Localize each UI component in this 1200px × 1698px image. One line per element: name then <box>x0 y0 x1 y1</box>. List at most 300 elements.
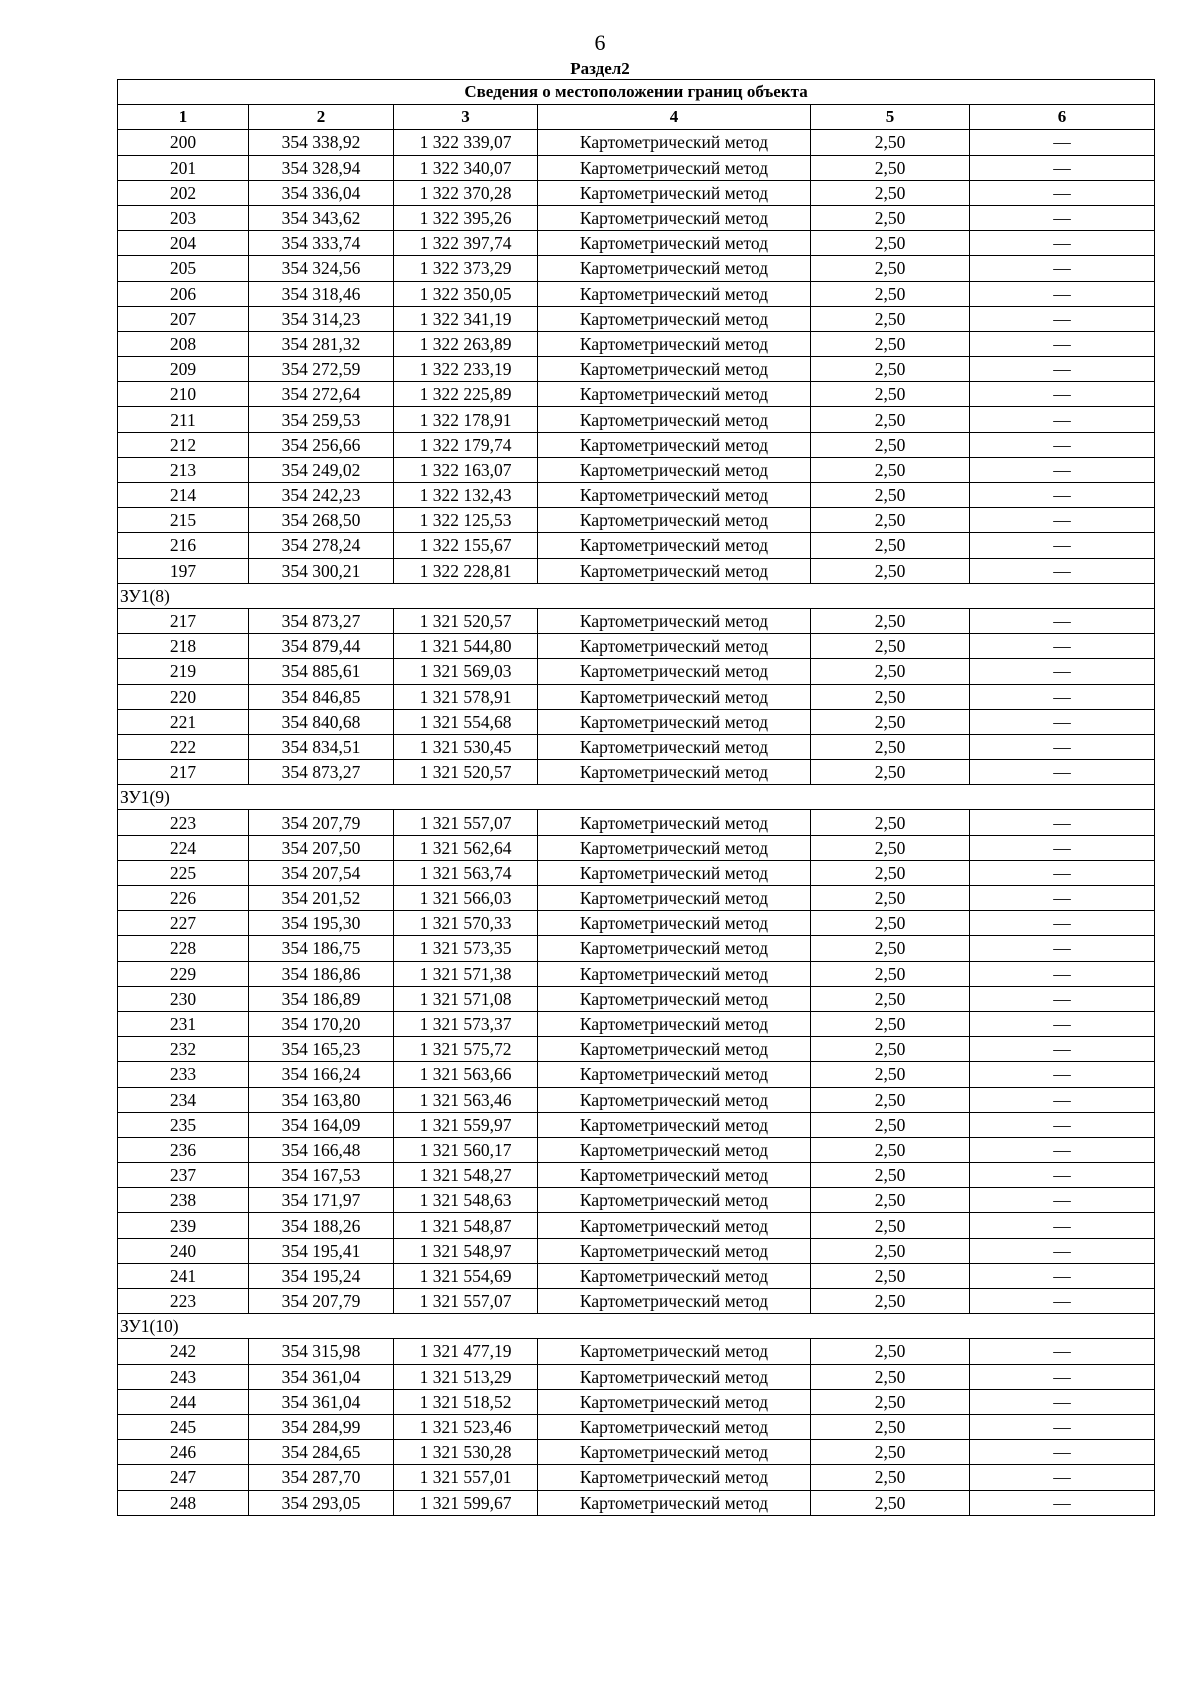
x-coordinate-cell: 354 272,64 <box>249 382 394 407</box>
x-coordinate-cell: 354 873,27 <box>249 608 394 633</box>
description-cell: — <box>970 1062 1155 1087</box>
y-coordinate-cell: 1 321 557,01 <box>394 1465 538 1490</box>
accuracy-cell: 2,50 <box>811 407 970 432</box>
table-row <box>118 1440 1155 1465</box>
point-number-cell: 225 <box>118 860 249 885</box>
accuracy-cell: 2,50 <box>811 533 970 558</box>
method-cell: Картометрический метод <box>538 986 811 1011</box>
x-coordinate-cell: 354 873,27 <box>249 760 394 785</box>
x-coordinate-cell: 354 259,53 <box>249 407 394 432</box>
x-coordinate-cell: 354 165,23 <box>249 1037 394 1062</box>
accuracy-cell: 2,50 <box>811 936 970 961</box>
accuracy-cell: 2,50 <box>811 558 970 583</box>
table-row <box>118 1364 1155 1389</box>
point-number-cell: 233 <box>118 1062 249 1087</box>
x-coordinate-cell: 354 195,30 <box>249 911 394 936</box>
coordinates-table <box>117 79 1155 1516</box>
column-numbers-row <box>118 105 1155 130</box>
y-coordinate-cell: 1 322 155,67 <box>394 533 538 558</box>
accuracy-cell: 2,50 <box>811 1062 970 1087</box>
point-number-cell: 238 <box>118 1188 249 1213</box>
method-cell: Картометрический метод <box>538 281 811 306</box>
x-coordinate-cell: 354 164,09 <box>249 1112 394 1137</box>
section-title: Раздел2 <box>570 59 630 78</box>
method-cell: Картометрический метод <box>538 961 811 986</box>
accuracy-cell: 2,50 <box>811 130 970 155</box>
accuracy-cell: 2,50 <box>811 835 970 860</box>
method-cell: Картометрический метод <box>538 734 811 759</box>
accuracy-cell: 2,50 <box>811 256 970 281</box>
accuracy-cell: 2,50 <box>811 986 970 1011</box>
method-cell: Картометрический метод <box>538 911 811 936</box>
method-cell: Картометрический метод <box>538 634 811 659</box>
y-coordinate-cell: 1 321 559,97 <box>394 1112 538 1137</box>
x-coordinate-cell: 354 207,79 <box>249 810 394 835</box>
method-cell: Картометрический метод <box>538 886 811 911</box>
table-row <box>118 1213 1155 1238</box>
y-coordinate-cell: 1 321 573,35 <box>394 936 538 961</box>
accuracy-cell: 2,50 <box>811 205 970 230</box>
method-cell: Картометрический метод <box>538 1112 811 1137</box>
x-coordinate-cell: 354 287,70 <box>249 1465 394 1490</box>
point-number-cell: 207 <box>118 306 249 331</box>
accuracy-cell: 2,50 <box>811 1011 970 1036</box>
description-cell: — <box>970 281 1155 306</box>
table-row <box>118 1163 1155 1188</box>
x-coordinate-cell: 354 188,26 <box>249 1213 394 1238</box>
x-coordinate-cell: 354 315,98 <box>249 1339 394 1364</box>
point-number-cell: 216 <box>118 533 249 558</box>
table-row <box>118 231 1155 256</box>
accuracy-cell: 2,50 <box>811 659 970 684</box>
x-coordinate-cell: 354 272,59 <box>249 357 394 382</box>
table-row <box>118 810 1155 835</box>
description-cell: — <box>970 608 1155 633</box>
table-row <box>118 357 1155 382</box>
x-coordinate-cell: 354 324,56 <box>249 256 394 281</box>
method-cell: Картометрический метод <box>538 1414 811 1439</box>
point-number-cell: 248 <box>118 1490 249 1515</box>
method-cell: Картометрический метод <box>538 1087 811 1112</box>
table-row <box>118 180 1155 205</box>
point-number-cell: 246 <box>118 1440 249 1465</box>
description-cell: — <box>970 835 1155 860</box>
table-row <box>118 130 1155 155</box>
group-label: ЗУ1(10) <box>118 1314 1155 1339</box>
description-cell: — <box>970 1339 1155 1364</box>
description-cell: — <box>970 558 1155 583</box>
accuracy-cell: 2,50 <box>811 1414 970 1439</box>
method-cell: Картометрический метод <box>538 231 811 256</box>
y-coordinate-cell: 1 322 178,91 <box>394 407 538 432</box>
y-coordinate-cell: 1 321 557,07 <box>394 1289 538 1314</box>
y-coordinate-cell: 1 321 571,38 <box>394 961 538 986</box>
table-row <box>118 1465 1155 1490</box>
column-number: 6 <box>970 105 1155 130</box>
y-coordinate-cell: 1 322 373,29 <box>394 256 538 281</box>
method-cell: Картометрический метод <box>538 659 811 684</box>
y-coordinate-cell: 1 321 562,64 <box>394 835 538 860</box>
table-row <box>118 558 1155 583</box>
point-number-cell: 209 <box>118 357 249 382</box>
method-cell: Картометрический метод <box>538 835 811 860</box>
table-row <box>118 256 1155 281</box>
y-coordinate-cell: 1 322 341,19 <box>394 306 538 331</box>
table-row <box>118 407 1155 432</box>
point-number-cell: 203 <box>118 205 249 230</box>
table-row <box>118 860 1155 885</box>
point-number-cell: 231 <box>118 1011 249 1036</box>
method-cell: Картометрический метод <box>538 1188 811 1213</box>
method-cell: Картометрический метод <box>538 760 811 785</box>
x-coordinate-cell: 354 186,86 <box>249 961 394 986</box>
point-number-cell: 235 <box>118 1112 249 1137</box>
y-coordinate-cell: 1 322 395,26 <box>394 205 538 230</box>
y-coordinate-cell: 1 321 523,46 <box>394 1414 538 1439</box>
table-row <box>118 1062 1155 1087</box>
point-number-cell: 243 <box>118 1364 249 1389</box>
table-row <box>118 1289 1155 1314</box>
point-number-cell: 224 <box>118 835 249 860</box>
table-row <box>118 760 1155 785</box>
x-coordinate-cell: 354 256,66 <box>249 432 394 457</box>
method-cell: Картометрический метод <box>538 432 811 457</box>
x-coordinate-cell: 354 343,62 <box>249 205 394 230</box>
x-coordinate-cell: 354 281,32 <box>249 331 394 356</box>
y-coordinate-cell: 1 321 571,08 <box>394 986 538 1011</box>
x-coordinate-cell: 354 167,53 <box>249 1163 394 1188</box>
description-cell: — <box>970 457 1155 482</box>
method-cell: Картометрический метод <box>538 1213 811 1238</box>
y-coordinate-cell: 1 321 554,68 <box>394 709 538 734</box>
x-coordinate-cell: 354 300,21 <box>249 558 394 583</box>
description-cell: — <box>970 760 1155 785</box>
y-coordinate-cell: 1 322 350,05 <box>394 281 538 306</box>
y-coordinate-cell: 1 321 513,29 <box>394 1364 538 1389</box>
table-row <box>118 533 1155 558</box>
point-number-cell: 201 <box>118 155 249 180</box>
description-cell: — <box>970 810 1155 835</box>
point-number-cell: 200 <box>118 130 249 155</box>
y-coordinate-cell: 1 321 566,03 <box>394 886 538 911</box>
table-row <box>118 1037 1155 1062</box>
accuracy-cell: 2,50 <box>811 231 970 256</box>
x-coordinate-cell: 354 361,04 <box>249 1364 394 1389</box>
accuracy-cell: 2,50 <box>811 608 970 633</box>
table-row <box>118 986 1155 1011</box>
y-coordinate-cell: 1 321 520,57 <box>394 760 538 785</box>
accuracy-cell: 2,50 <box>811 1364 970 1389</box>
point-number-cell: 205 <box>118 256 249 281</box>
table-row <box>118 734 1155 759</box>
x-coordinate-cell: 354 195,41 <box>249 1238 394 1263</box>
table-caption: Сведения о местоположении границ объекта <box>118 80 1155 105</box>
y-coordinate-cell: 1 321 520,57 <box>394 608 538 633</box>
point-number-cell: 226 <box>118 886 249 911</box>
description-cell: — <box>970 1465 1155 1490</box>
point-number-cell: 240 <box>118 1238 249 1263</box>
y-coordinate-cell: 1 321 573,37 <box>394 1011 538 1036</box>
description-cell: — <box>970 1137 1155 1162</box>
description-cell: — <box>970 936 1155 961</box>
accuracy-cell: 2,50 <box>811 331 970 356</box>
y-coordinate-cell: 1 321 544,80 <box>394 634 538 659</box>
x-coordinate-cell: 354 328,94 <box>249 155 394 180</box>
method-cell: Картометрический метод <box>538 533 811 558</box>
method-cell: Картометрический метод <box>538 1490 811 1515</box>
column-number: 2 <box>249 105 394 130</box>
point-number-cell: 214 <box>118 483 249 508</box>
point-number-cell: 230 <box>118 986 249 1011</box>
point-number-cell: 206 <box>118 281 249 306</box>
table-caption-row <box>118 80 1155 105</box>
description-cell: — <box>970 659 1155 684</box>
y-coordinate-cell: 1 321 554,69 <box>394 1263 538 1288</box>
description-cell: — <box>970 1490 1155 1515</box>
description-cell: — <box>970 1163 1155 1188</box>
description-cell: — <box>970 1112 1155 1137</box>
page-number: 6 <box>594 30 606 55</box>
description-cell: — <box>970 961 1155 986</box>
x-coordinate-cell: 354 284,65 <box>249 1440 394 1465</box>
method-cell: Картометрический метод <box>538 180 811 205</box>
table-row <box>118 634 1155 659</box>
description-cell: — <box>970 382 1155 407</box>
accuracy-cell: 2,50 <box>811 709 970 734</box>
table-row <box>118 961 1155 986</box>
description-cell: — <box>970 1188 1155 1213</box>
method-cell: Картометрический метод <box>538 810 811 835</box>
accuracy-cell: 2,50 <box>811 382 970 407</box>
method-cell: Картометрический метод <box>538 155 811 180</box>
method-cell: Картометрический метод <box>538 1037 811 1062</box>
method-cell: Картометрический метод <box>538 1062 811 1087</box>
description-cell: — <box>970 155 1155 180</box>
description-cell: — <box>970 231 1155 256</box>
table-row <box>118 205 1155 230</box>
y-coordinate-cell: 1 321 548,63 <box>394 1188 538 1213</box>
x-coordinate-cell: 354 166,24 <box>249 1062 394 1087</box>
x-coordinate-cell: 354 170,20 <box>249 1011 394 1036</box>
table-row <box>118 432 1155 457</box>
accuracy-cell: 2,50 <box>811 1163 970 1188</box>
description-cell: — <box>970 634 1155 659</box>
accuracy-cell: 2,50 <box>811 1037 970 1062</box>
method-cell: Картометрический метод <box>538 205 811 230</box>
y-coordinate-cell: 1 322 233,19 <box>394 357 538 382</box>
group-row <box>118 785 1155 810</box>
description-cell: — <box>970 483 1155 508</box>
method-cell: Картометрический метод <box>538 1465 811 1490</box>
x-coordinate-cell: 354 333,74 <box>249 231 394 256</box>
table-row <box>118 1414 1155 1439</box>
method-cell: Картометрический метод <box>538 1263 811 1288</box>
accuracy-cell: 2,50 <box>811 1087 970 1112</box>
y-coordinate-cell: 1 322 163,07 <box>394 457 538 482</box>
accuracy-cell: 2,50 <box>811 180 970 205</box>
y-coordinate-cell: 1 322 179,74 <box>394 432 538 457</box>
table-row <box>118 608 1155 633</box>
table-row <box>118 483 1155 508</box>
method-cell: Картометрический метод <box>538 130 811 155</box>
x-coordinate-cell: 354 207,50 <box>249 835 394 860</box>
description-cell: — <box>970 508 1155 533</box>
point-number-cell: 245 <box>118 1414 249 1439</box>
accuracy-cell: 2,50 <box>811 457 970 482</box>
x-coordinate-cell: 354 268,50 <box>249 508 394 533</box>
method-cell: Картометрический метод <box>538 1238 811 1263</box>
x-coordinate-cell: 354 186,89 <box>249 986 394 1011</box>
method-cell: Картометрический метод <box>538 457 811 482</box>
description-cell: — <box>970 205 1155 230</box>
x-coordinate-cell: 354 846,85 <box>249 684 394 709</box>
x-coordinate-cell: 354 207,79 <box>249 1289 394 1314</box>
description-cell: — <box>970 331 1155 356</box>
method-cell: Картометрический метод <box>538 1137 811 1162</box>
accuracy-cell: 2,50 <box>811 1263 970 1288</box>
y-coordinate-cell: 1 321 578,91 <box>394 684 538 709</box>
column-number: 3 <box>394 105 538 130</box>
description-cell: — <box>970 1238 1155 1263</box>
point-number-cell: 222 <box>118 734 249 759</box>
y-coordinate-cell: 1 322 397,74 <box>394 231 538 256</box>
description-cell: — <box>970 407 1155 432</box>
y-coordinate-cell: 1 322 225,89 <box>394 382 538 407</box>
method-cell: Картометрический метод <box>538 1440 811 1465</box>
x-coordinate-cell: 354 242,23 <box>249 483 394 508</box>
point-number-cell: 221 <box>118 709 249 734</box>
accuracy-cell: 2,50 <box>811 810 970 835</box>
accuracy-cell: 2,50 <box>811 760 970 785</box>
table-row <box>118 1112 1155 1137</box>
x-coordinate-cell: 354 361,04 <box>249 1389 394 1414</box>
table-row <box>118 457 1155 482</box>
description-cell: — <box>970 1289 1155 1314</box>
x-coordinate-cell: 354 284,99 <box>249 1414 394 1439</box>
y-coordinate-cell: 1 321 563,74 <box>394 860 538 885</box>
table-row <box>118 1339 1155 1364</box>
method-cell: Картометрический метод <box>538 684 811 709</box>
y-coordinate-cell: 1 321 563,66 <box>394 1062 538 1087</box>
y-coordinate-cell: 1 321 518,52 <box>394 1389 538 1414</box>
y-coordinate-cell: 1 321 575,72 <box>394 1037 538 1062</box>
method-cell: Картометрический метод <box>538 306 811 331</box>
x-coordinate-cell: 354 318,46 <box>249 281 394 306</box>
point-number-cell: 223 <box>118 810 249 835</box>
method-cell: Картометрический метод <box>538 407 811 432</box>
x-coordinate-cell: 354 278,24 <box>249 533 394 558</box>
point-number-cell: 229 <box>118 961 249 986</box>
accuracy-cell: 2,50 <box>811 1289 970 1314</box>
x-coordinate-cell: 354 336,04 <box>249 180 394 205</box>
table-row <box>118 1137 1155 1162</box>
column-number: 4 <box>538 105 811 130</box>
x-coordinate-cell: 354 885,61 <box>249 659 394 684</box>
column-number: 1 <box>118 105 249 130</box>
description-cell: — <box>970 1037 1155 1062</box>
x-coordinate-cell: 354 249,02 <box>249 457 394 482</box>
table-row <box>118 1389 1155 1414</box>
x-coordinate-cell: 354 834,51 <box>249 734 394 759</box>
description-cell: — <box>970 130 1155 155</box>
accuracy-cell: 2,50 <box>811 1137 970 1162</box>
y-coordinate-cell: 1 321 477,19 <box>394 1339 538 1364</box>
table-row <box>118 936 1155 961</box>
method-cell: Картометрический метод <box>538 558 811 583</box>
method-cell: Картометрический метод <box>538 1289 811 1314</box>
method-cell: Картометрический метод <box>538 357 811 382</box>
accuracy-cell: 2,50 <box>811 508 970 533</box>
point-number-cell: 197 <box>118 558 249 583</box>
column-number: 5 <box>811 105 970 130</box>
y-coordinate-cell: 1 321 563,46 <box>394 1087 538 1112</box>
description-cell: — <box>970 886 1155 911</box>
description-cell: — <box>970 986 1155 1011</box>
accuracy-cell: 2,50 <box>811 1440 970 1465</box>
description-cell: — <box>970 1011 1155 1036</box>
y-coordinate-cell: 1 321 569,03 <box>394 659 538 684</box>
group-label: ЗУ1(8) <box>118 583 1155 608</box>
y-coordinate-cell: 1 322 132,43 <box>394 483 538 508</box>
x-coordinate-cell: 354 163,80 <box>249 1087 394 1112</box>
x-coordinate-cell: 354 195,24 <box>249 1263 394 1288</box>
description-cell: — <box>970 734 1155 759</box>
y-coordinate-cell: 1 321 557,07 <box>394 810 538 835</box>
accuracy-cell: 2,50 <box>811 1339 970 1364</box>
method-cell: Картометрический метод <box>538 382 811 407</box>
description-cell: — <box>970 1213 1155 1238</box>
x-coordinate-cell: 354 293,05 <box>249 1490 394 1515</box>
table-row <box>118 508 1155 533</box>
description-cell: — <box>970 1440 1155 1465</box>
point-number-cell: 218 <box>118 634 249 659</box>
y-coordinate-cell: 1 321 570,33 <box>394 911 538 936</box>
y-coordinate-cell: 1 322 340,07 <box>394 155 538 180</box>
method-cell: Картометрический метод <box>538 483 811 508</box>
accuracy-cell: 2,50 <box>811 1112 970 1137</box>
y-coordinate-cell: 1 322 370,28 <box>394 180 538 205</box>
x-coordinate-cell: 354 171,97 <box>249 1188 394 1213</box>
description-cell: — <box>970 1087 1155 1112</box>
description-cell: — <box>970 709 1155 734</box>
accuracy-cell: 2,50 <box>811 860 970 885</box>
description-cell: — <box>970 256 1155 281</box>
method-cell: Картометрический метод <box>538 860 811 885</box>
point-number-cell: 212 <box>118 432 249 457</box>
method-cell: Картометрический метод <box>538 331 811 356</box>
accuracy-cell: 2,50 <box>811 155 970 180</box>
description-cell: — <box>970 911 1155 936</box>
description-cell: — <box>970 860 1155 885</box>
description-cell: — <box>970 432 1155 457</box>
y-coordinate-cell: 1 322 228,81 <box>394 558 538 583</box>
point-number-cell: 210 <box>118 382 249 407</box>
group-label: ЗУ1(9) <box>118 785 1155 810</box>
point-number-cell: 227 <box>118 911 249 936</box>
table-row <box>118 306 1155 331</box>
description-cell: — <box>970 1414 1155 1439</box>
y-coordinate-cell: 1 321 548,87 <box>394 1213 538 1238</box>
method-cell: Картометрический метод <box>538 1389 811 1414</box>
x-coordinate-cell: 354 879,44 <box>249 634 394 659</box>
method-cell: Картометрический метод <box>538 508 811 533</box>
accuracy-cell: 2,50 <box>811 483 970 508</box>
table-row <box>118 281 1155 306</box>
accuracy-cell: 2,50 <box>811 357 970 382</box>
y-coordinate-cell: 1 321 530,28 <box>394 1440 538 1465</box>
x-coordinate-cell: 354 166,48 <box>249 1137 394 1162</box>
point-number-cell: 217 <box>118 608 249 633</box>
